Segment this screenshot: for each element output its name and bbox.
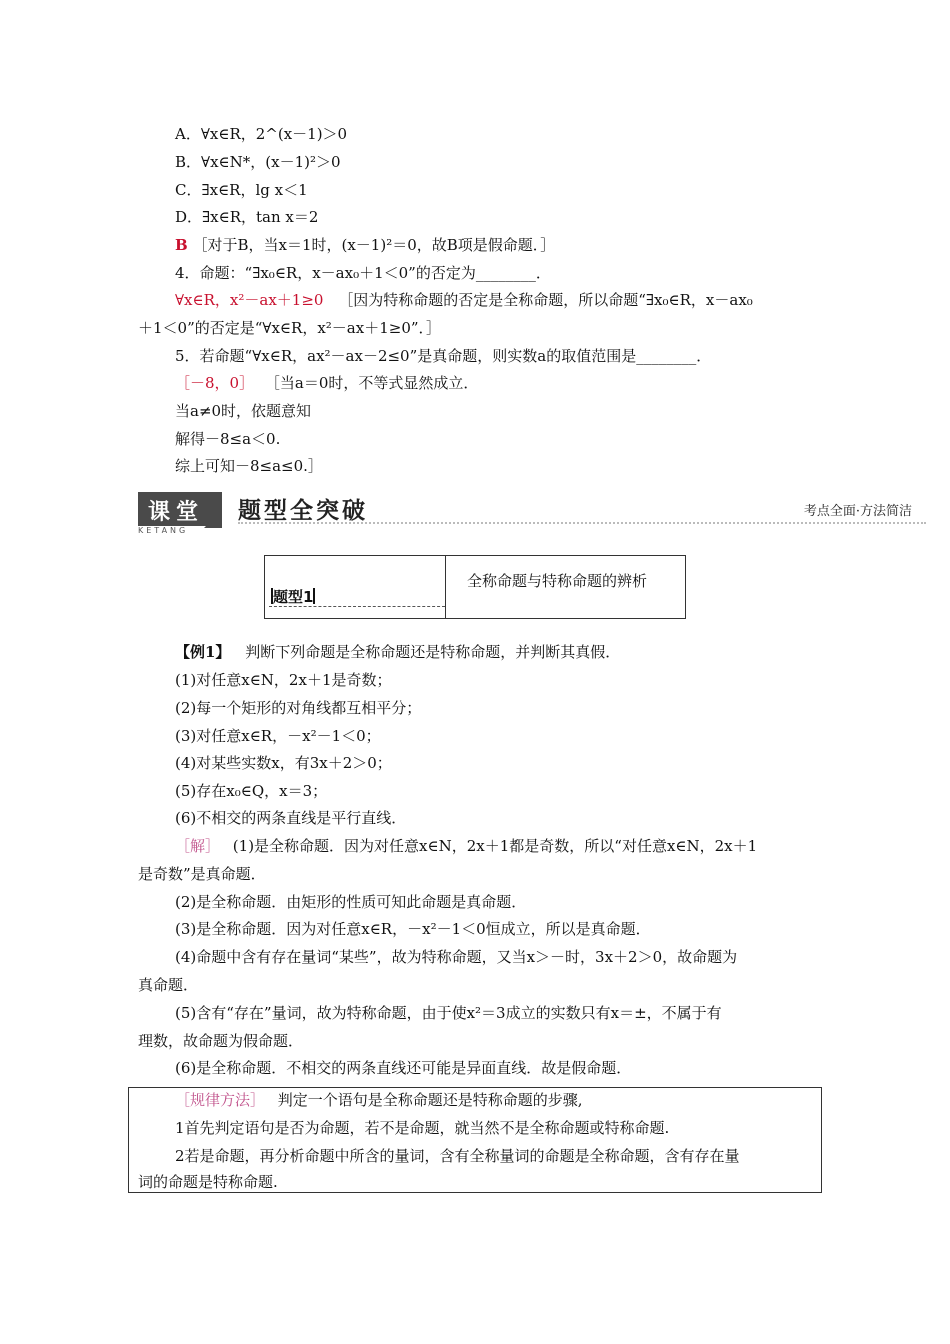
answer-5 <box>175 373 478 393</box>
method-step-1: 1首先判定语句是否为命题，若不是命题，就当然不是全称命题或特称命题. <box>175 1119 670 1137</box>
answer-4-explanation: ［因为特称命题的否定是全称命题，所以命题“∃x₀∈R，x－ax₀ <box>338 291 753 309</box>
answer-5-line-2: 当a≠0时，依题意知 <box>175 402 312 420</box>
solution-5-cont: 理数，故命题为假命题． <box>138 1032 304 1050</box>
method-heading <box>175 1090 583 1110</box>
question-type-tag <box>271 586 315 607</box>
banner-badge-text: 课堂 <box>148 500 205 525</box>
method-label: ［规律方法］ <box>175 1091 266 1109</box>
solution-1-cont: 是奇数”是真命题． <box>138 865 266 883</box>
banner-right-text: 考点全面·方法简洁 <box>803 504 912 519</box>
example-item: (6)不相交的两条直线是平行直线． <box>175 809 407 827</box>
option-d: D．∃x∈R，tan x＝2 <box>175 208 319 226</box>
answer-5-line-4: 综上可知－8≤a≤0.］ <box>175 457 323 475</box>
answer-3-letter: B <box>175 236 188 254</box>
answer-5-explanation: ［当a＝0时，不等式显然成立． <box>264 374 479 392</box>
method-text: 判定一个语句是全称命题还是特称命题的步骤, <box>277 1091 583 1109</box>
banner-title: 题型全突破 <box>238 498 368 524</box>
banner-subtext: KETANG <box>138 526 189 535</box>
option-a: A．∀x∈R，2^(x－1)＞0 <box>175 125 348 143</box>
solution-4: (4)命题中含有存在量词“某些”，故为特称命题，又当x＞－时，3x＋2＞0，故命题为 <box>175 948 738 966</box>
answer-3-explanation: ［对于B，当x＝1时，(x－1)²＝0，故B项是假命题．］ <box>192 236 556 254</box>
answer-5-result: ［－8，0］ <box>175 374 255 392</box>
solution-1 <box>175 836 757 856</box>
example-item: (2)每一个矩形的对角线都互相平分； <box>175 699 422 717</box>
section-banner <box>138 492 926 538</box>
option-c: C．∃x∈R，lg x＜1 <box>175 181 308 199</box>
example-label: 【例1】 <box>175 643 231 661</box>
answer-4-result: ∀x∈R，x²－ax＋1≥0 <box>175 291 324 309</box>
answer-4-explanation-cont: ＋1＜0”的否定是“∀x∈R，x²－ax＋1≥0”．］ <box>138 319 442 337</box>
solution-3: (3)是全称命题．因为对任意x∈R，－x²－1＜0恒成立，所以是真命题． <box>175 920 651 938</box>
banner-rule <box>238 522 926 524</box>
solution-2: (2)是全称命题．由矩形的性质可知此命题是真命题． <box>175 893 527 911</box>
solution-label: ［解］ <box>175 837 221 855</box>
box-divider <box>445 556 446 618</box>
example-item: (5)存在x₀∈Q，x＝3； <box>175 782 328 800</box>
example-item: (3)对任意x∈R，－x²－1＜0； <box>175 727 381 745</box>
example-item: (4)对某些实数x，有3x＋2＞0； <box>175 754 392 772</box>
solution-5: (5)含有“存在”量词，故为特称命题，由于使x²＝3成立的实数只有x＝±，不属于有 <box>175 1004 722 1022</box>
method-step-2-cont: 词的命题是特称命题. <box>138 1173 278 1191</box>
example-prompt: 判断下列命题是全称命题还是特称命题，并判断其真假． <box>245 643 621 661</box>
solution-6: (6)是全称命题．不相交的两条直线还可能是异面直线．故是假命题． <box>175 1059 632 1077</box>
example-item: (1)对任意x∈N，2x＋1是奇数； <box>175 671 392 689</box>
question-type-tag-text: 题型1 <box>273 588 314 606</box>
question-5: 5．若命题“∀x∈R，ax²－ax－2≤0”是真命题，则实数a的取值范围是________． <box>175 347 712 365</box>
answer-3 <box>175 235 555 255</box>
option-b: B．∀x∈N*，(x－1)²＞0 <box>175 153 341 171</box>
question-type-title: 全称命题与特称命题的辨析 <box>467 572 648 590</box>
question-4: 4．命题：“∃x₀∈R，x－ax₀＋1＜0”的否定为________． <box>175 264 551 282</box>
method-step-2: 2若是命题，再分析命题中所含的量词，含有全称量词的命题是全称命题，含有存在量 <box>175 1147 740 1165</box>
solution-1-text: (1)是全称命题．因为对任意x∈N，2x＋1都是奇数，所以“对任意x∈N，2x＋1 <box>232 837 758 855</box>
tag-underline <box>269 606 445 607</box>
answer-4 <box>175 290 753 310</box>
example-heading <box>175 642 620 662</box>
solution-4-cont: 真命题． <box>138 976 199 994</box>
answer-5-line-3: 解得－8≤a＜0. <box>175 430 281 448</box>
question-type-box <box>264 555 686 619</box>
tag-bar-right <box>313 588 315 604</box>
